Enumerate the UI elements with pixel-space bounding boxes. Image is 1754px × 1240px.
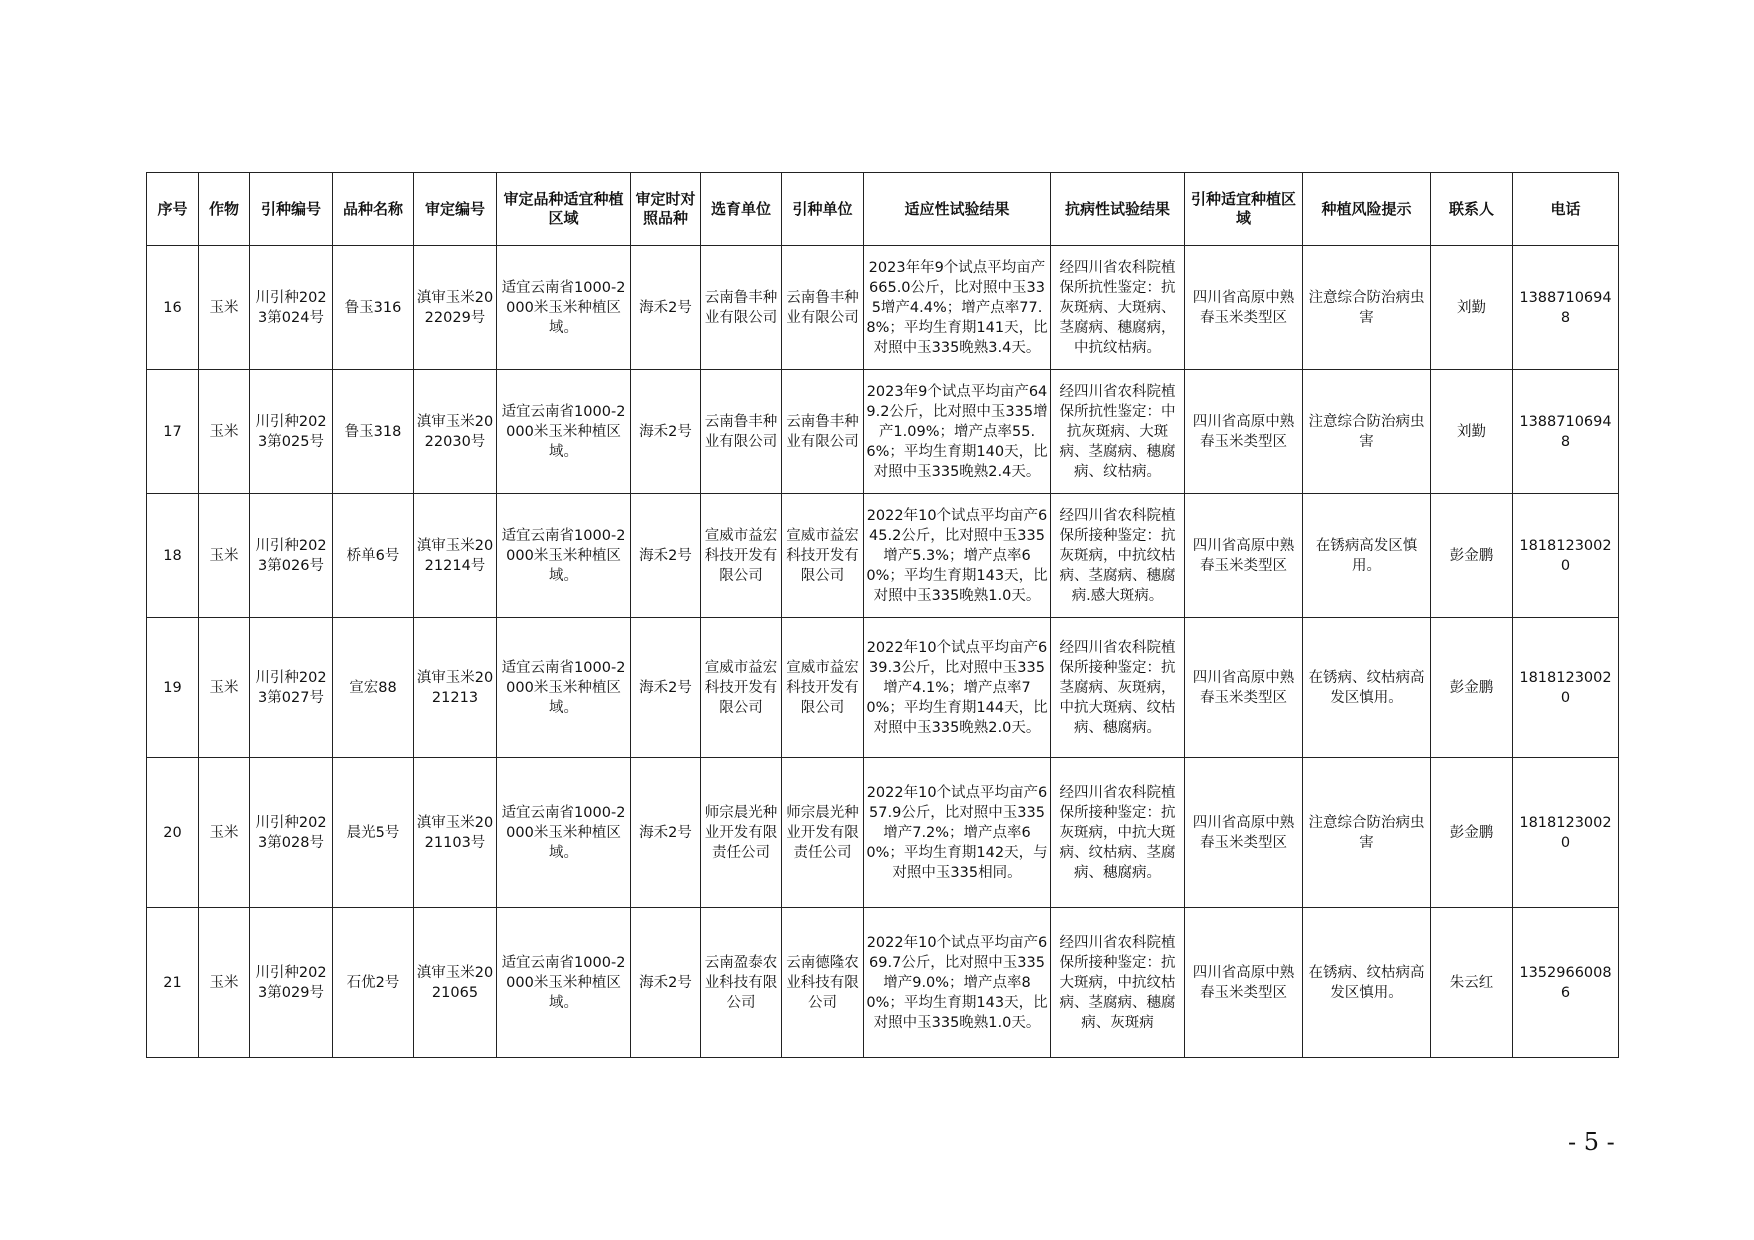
table-row [147,618,1619,758]
table-cell: 海禾2号 [631,494,701,618]
table-cell: 云南鲁丰种业有限公司 [782,370,864,494]
table-cell: 在锈病、纹枯病高发区慎用。 [1303,908,1431,1058]
table-cell: 川引种2023第024号 [250,246,333,370]
header-cell: 引种适宜种植区域 [1185,173,1303,246]
table-cell: 刘勤 [1431,246,1513,370]
table-cell: 经四川省农科院植保所接种鉴定：抗灰斑病，中抗纹枯病、茎腐病、穗腐病.感大斑病。 [1051,494,1185,618]
table-cell: 四川省高原中熟春玉米类型区 [1185,758,1303,908]
table-cell: 石优2号 [333,908,414,1058]
header-cell: 引种编号 [250,173,333,246]
table-cell: 2022年10个试点平均亩产669.7公斤，比对照中玉335增产9.0%；增产点率80%；平均生育期143天，比对照中玉335晚熟1.0天。 [864,908,1051,1058]
table-cell: 滇审玉米2021065 [414,908,497,1058]
table-cell: 注意综合防治病虫害 [1303,758,1431,908]
header-cell: 选育单位 [701,173,782,246]
table-cell: 玉米 [199,370,250,494]
table-cell: 云南德隆农业科技有限公司 [782,908,864,1058]
table-cell: 17 [147,370,199,494]
table-cell: 刘勤 [1431,370,1513,494]
table-cell: 海禾2号 [631,618,701,758]
table-cell: 宣威市益宏科技开发有限公司 [701,618,782,758]
table-cell: 宣威市益宏科技开发有限公司 [701,494,782,618]
table-cell: 玉米 [199,908,250,1058]
table-cell: 海禾2号 [631,908,701,1058]
table-cell: 海禾2号 [631,246,701,370]
table-row [147,246,1619,370]
table-cell: 经四川省农科院植保所接种鉴定：抗茎腐病、灰斑病，中抗大斑病、纹枯病、穗腐病。 [1051,618,1185,758]
table-cell: 18181230020 [1513,758,1619,908]
page-number: - 5 - [1568,1128,1615,1156]
table-cell: 川引种2023第025号 [250,370,333,494]
table-cell: 适宜云南省1000-2000米玉米种植区域。 [497,370,631,494]
table-cell: 宣宏88 [333,618,414,758]
table-row [147,758,1619,908]
table-cell: 滇审玉米2021214号 [414,494,497,618]
table-row [147,494,1619,618]
table-header-row [147,173,1619,246]
header-cell: 作物 [199,173,250,246]
table-cell: 适宜云南省1000-2000米玉米种植区域。 [497,494,631,618]
table-cell: 注意综合防治病虫害 [1303,246,1431,370]
table-cell: 20 [147,758,199,908]
table-cell: 13887106948 [1513,370,1619,494]
table-cell: 彭金鹏 [1431,618,1513,758]
table-cell: 2022年10个试点平均亩产657.9公斤，比对照中玉335增产7.2%；增产点率60%；平均生育期142天，与对照中玉335相同。 [864,758,1051,908]
table-cell: 滇审玉米2022030号 [414,370,497,494]
header-cell: 抗病性试验结果 [1051,173,1185,246]
header-cell: 审定编号 [414,173,497,246]
table-cell: 海禾2号 [631,758,701,908]
table-cell: 滇审玉米2021213 [414,618,497,758]
header-cell: 适应性试验结果 [864,173,1051,246]
table-cell: 适宜云南省1000-2000米玉米种植区域。 [497,908,631,1058]
table-cell: 云南鲁丰种业有限公司 [782,246,864,370]
table-cell: 川引种2023第026号 [250,494,333,618]
table-cell: 经四川省农科院植保所抗性鉴定：抗灰斑病、大斑病、茎腐病、穗腐病，中抗纹枯病。 [1051,246,1185,370]
table-cell: 2023年9个试点平均亩产649.2公斤，比对照中玉335增产1.09%；增产点率55.6%；平均生育期140天，比对照中玉335晚熟2.4天。 [864,370,1051,494]
table-cell: 在锈病高发区慎用。 [1303,494,1431,618]
table-cell: 四川省高原中熟春玉米类型区 [1185,246,1303,370]
table-cell: 注意综合防治病虫害 [1303,370,1431,494]
table-cell: 宣威市益宏科技开发有限公司 [782,494,864,618]
table-cell: 彭金鹏 [1431,494,1513,618]
table-cell: 四川省高原中熟春玉米类型区 [1185,908,1303,1058]
table-cell: 经四川省农科院植保所抗性鉴定：中抗灰斑病、大斑病、茎腐病、穗腐病、纹枯病。 [1051,370,1185,494]
table-cell: 2022年10个试点平均亩产639.3公斤，比对照中玉335增产4.1%；增产点率70%；平均生育期144天，比对照中玉335晚熟2.0天。 [864,618,1051,758]
table-cell: 宣威市益宏科技开发有限公司 [782,618,864,758]
header-cell: 种植风险提示 [1303,173,1431,246]
table-cell: 云南鲁丰种业有限公司 [701,246,782,370]
table-cell: 晨光5号 [333,758,414,908]
table-cell: 2022年10个试点平均亩产645.2公斤，比对照中玉335增产5.3%；增产点率60%；平均生育期143天，比对照中玉335晚熟1.0天。 [864,494,1051,618]
table-cell: 适宜云南省1000-2000米玉米种植区域。 [497,758,631,908]
table-cell: 四川省高原中熟春玉米类型区 [1185,494,1303,618]
table-cell: 19 [147,618,199,758]
table-cell: 经四川省农科院植保所接种鉴定：抗大斑病，中抗纹枯病、茎腐病、穗腐病、灰斑病 [1051,908,1185,1058]
table-cell: 玉米 [199,246,250,370]
table-row [147,370,1619,494]
header-cell: 序号 [147,173,199,246]
table-row [147,908,1619,1058]
header-cell: 联系人 [1431,173,1513,246]
table-cell: 13529660086 [1513,908,1619,1058]
table-cell: 四川省高原中熟春玉米类型区 [1185,370,1303,494]
table-cell: 18181230020 [1513,618,1619,758]
table-cell: 21 [147,908,199,1058]
header-cell: 审定品种适宜种植区域 [497,173,631,246]
table-cell: 云南鲁丰种业有限公司 [701,370,782,494]
table-cell: 四川省高原中熟春玉米类型区 [1185,618,1303,758]
table-cell: 鲁玉318 [333,370,414,494]
table-cell: 川引种2023第027号 [250,618,333,758]
table-cell: 川引种2023第029号 [250,908,333,1058]
table-cell: 滇审玉米2021103号 [414,758,497,908]
table-cell: 师宗晨光种业开发有限责任公司 [701,758,782,908]
table-cell: 海禾2号 [631,370,701,494]
table-cell: 桥单6号 [333,494,414,618]
table-cell: 13887106948 [1513,246,1619,370]
header-cell: 审定时对照品种 [631,173,701,246]
header-cell: 品种名称 [333,173,414,246]
table-cell: 玉米 [199,494,250,618]
header-cell: 电话 [1513,173,1619,246]
table-cell: 云南盈泰农业科技有限公司 [701,908,782,1058]
table-cell: 川引种2023第028号 [250,758,333,908]
table-cell: 师宗晨光种业开发有限责任公司 [782,758,864,908]
table-cell: 适宜云南省1000-2000米玉米种植区域。 [497,246,631,370]
table-cell: 滇审玉米2022029号 [414,246,497,370]
table-cell: 18181230020 [1513,494,1619,618]
table-cell: 朱云红 [1431,908,1513,1058]
table-cell: 适宜云南省1000-2000米玉米种植区域。 [497,618,631,758]
table-cell: 18 [147,494,199,618]
variety-table [146,172,1619,1058]
header-cell: 引种单位 [782,173,864,246]
table-cell: 在锈病、纹枯病高发区慎用。 [1303,618,1431,758]
table-cell: 玉米 [199,758,250,908]
table-cell: 经四川省农科院植保所接种鉴定：抗灰斑病，中抗大斑病、纹枯病、茎腐病、穗腐病。 [1051,758,1185,908]
table-cell: 2023年年9个试点平均亩产665.0公斤，比对照中玉335增产4.4%；增产点率77.8%；平均生育期141天，比对照中玉335晚熟3.4天。 [864,246,1051,370]
table-cell: 彭金鹏 [1431,758,1513,908]
table-cell: 16 [147,246,199,370]
table-cell: 玉米 [199,618,250,758]
table-cell: 鲁玉316 [333,246,414,370]
